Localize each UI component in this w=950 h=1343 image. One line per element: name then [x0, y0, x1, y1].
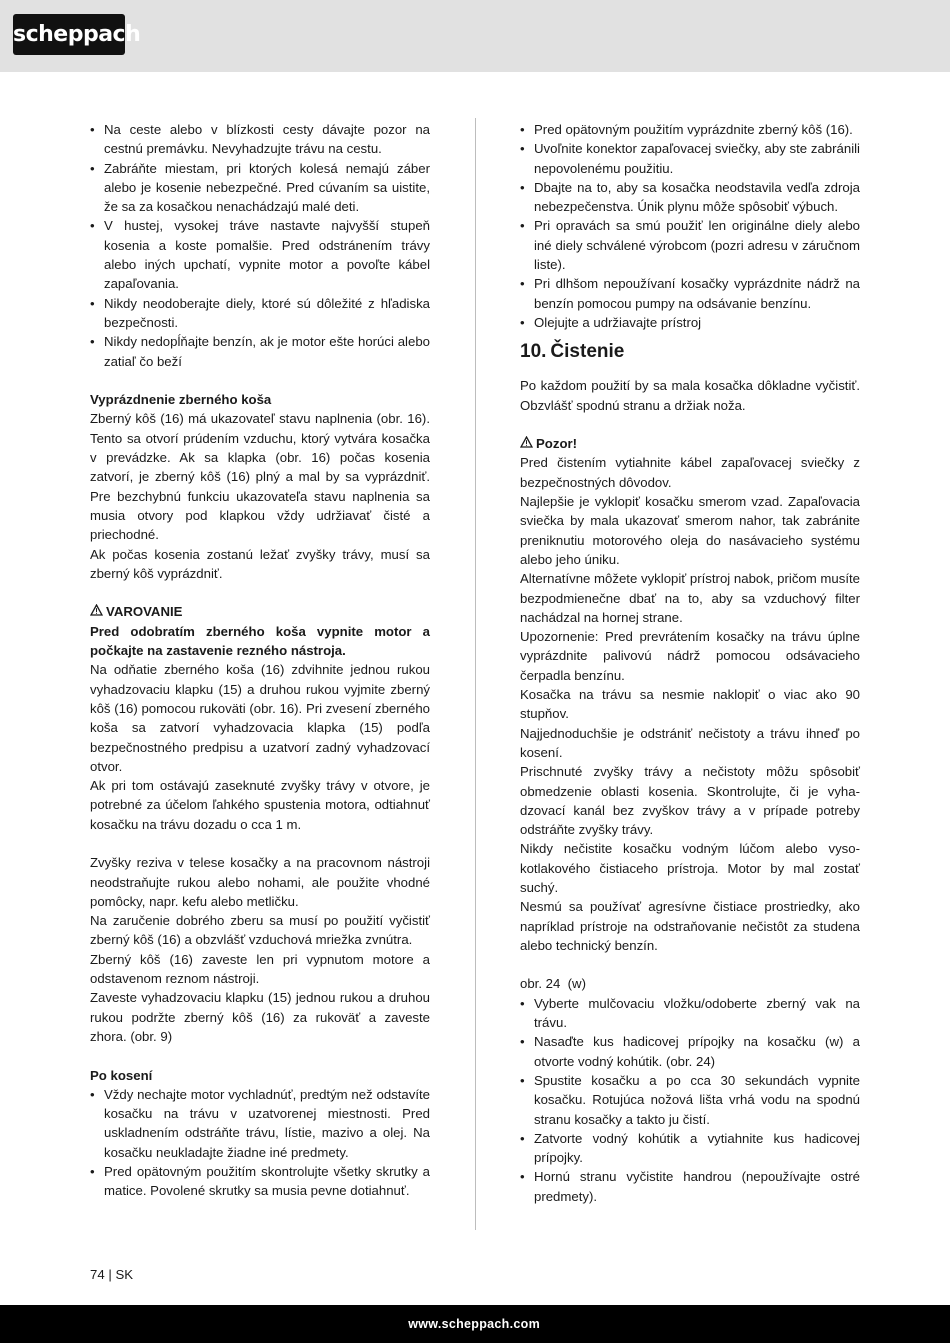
list-item: • Nikdy neodoberajte diely, ktoré sú dôležité z hľadiska bezpečnosti.	[90, 294, 430, 333]
paragraph: Najlepšie je vyklopiť kosačku smerom vzad. Zapaľovacia sviečka by mala ukazovať smerom nahor, tak zabránite preniknutiu motorového oleja do nasávacieho systému alebo jeho úniku.	[520, 494, 860, 567]
page-footer-label	[90, 1265, 133, 1284]
paragraph: Alternatívne môžete vyklopiť prístroj nabok, pričom musíte bezpodmienečne dbať na to, aby sa vzduchový filter nachádzal na hornej strane.	[520, 571, 860, 625]
list-item: • Uvoľnite konektor zapaľovacej sviečky, aby ste zabránili nepovolenému použitiu.	[520, 139, 860, 178]
page-header	[0, 0, 950, 72]
paragraph: Zaveste vyhadzovaciu klapku (15) jednou rukou a druhou rukou podržte zberný kôš (16) za rukoväť a zaveste zhora. (obr. 9)	[90, 990, 430, 1044]
warning-title: VAROVANIE	[106, 604, 183, 620]
warning-heading	[90, 602, 430, 621]
list-item: • Hornú stranu vyčistite handrou (nepoužívajte ostré predmety).	[520, 1167, 860, 1206]
subheading-after-mowing: Po kosení	[90, 1067, 153, 1083]
list-item: • Pri opravách sa smú použiť len originálne diely alebo iné diely schválené výrobcom (pozri adresu v záručnom liste).	[520, 216, 860, 274]
brand-logo: scheppach	[13, 14, 125, 55]
caution-title: Pozor!	[536, 436, 578, 452]
safety-bullet-list	[90, 120, 430, 371]
list-item: • Nasaďte kus hadicovej prípojky na kosačku (w) a otvorte vodný kohútik. (obr. 24)	[520, 1032, 860, 1071]
list-item: • Na ceste alebo v blízkosti cesty dávajte pozor na cestnú premávku. Nevyhadzujte trávu na cestu.	[90, 120, 430, 159]
list-item: • Vyberte mulčovaciu vložku/odoberte zberný vak na trávu.	[520, 994, 860, 1033]
paragraph: Na zaručenie dobrého zberu sa musí po použití vyčistiť zberný kôš (16) a obzvlášť vzduchová mriežka zvnútra.	[90, 913, 430, 948]
language-code: SK	[115, 1267, 134, 1282]
warning-triangle-icon	[90, 602, 106, 621]
paragraph: Zberný kôš (16) má ukazovateľ stavu naplnenia (obr. 16). Tento sa otvorí prúdením vzduchu, ktorý vytvára kosačka v prevádzke. Ak sa klapka (obr. 16) počas kosenia zatvorí, je zberný kôš (16) plný a mal by sa vyprázdniť. Pre bezchybnú funkciu ukazovateľa stavu naplnenia sa musia otvory pod klapkou vždy udržiavať čisté a priechodné.	[90, 411, 430, 543]
paragraph: Po každom použití by sa mala kosačka dôkladne vyčistiť. Obzvlášť spodnú stranu a držiak noža.	[520, 378, 860, 413]
right-column	[520, 120, 860, 1206]
column-divider	[475, 118, 476, 1230]
list-item: • Spustite kosačku a po cca 30 sekundách vypnite kosačku. Rotujúca nožová lišta vrhá vodu na spodnú stranu kosačky a takto ju čistí.	[520, 1071, 860, 1129]
paragraph: Najjednoduchšie je odstrániť nečistoty a trávu ihneď po kosení.	[520, 725, 860, 760]
cleaning-steps-list	[520, 994, 860, 1206]
list-item: • Pred opätovným použitím vyprázdnite zberný kôš (16).	[520, 120, 860, 139]
list-item: • Dbajte na to, aby sa kosačka neodstavila vedľa zdroja nebezpečenstva. Únik plynu môže spôsobiť výbuch.	[520, 178, 860, 217]
separator: |	[108, 1267, 112, 1282]
list-item: • Olejujte a udržiavajte prístroj	[520, 313, 860, 332]
paragraph: Prischnuté zvyšky trávy a nečistoty môžu spôsobiť obmedzenie oblasti kosenia. Skontrolujte, či je vyhadzovací kanál bez zvyškov trávy a v prípade potreby odstráňte zvyšky trávy.	[520, 764, 860, 838]
page-number: 74	[90, 1267, 105, 1282]
section-number: 10.	[520, 341, 547, 363]
paragraph: Nesmú sa používať agresívne čistiace prostriedky, ako napríklad prístroje na odstraňovanie nečistôt za studena alebo technický benzín.	[520, 899, 860, 953]
paragraph: Upozornenie: Pred prevrátením kosačky na trávu úplne vyprázdnite palivovú nádrž pomocou odsávacieho čerpadla benzínu.	[520, 629, 860, 683]
list-item: • Zatvorte vodný kohútik a vytiahnite kus hadicovej prípojky.	[520, 1129, 860, 1168]
paragraph: Kosačka na trávu sa nesmie naklopiť o viac ako 90 stupňov.	[520, 687, 860, 722]
paragraph: Na odňatie zberného koša (16) zdvihnite jednou rukou vyhadzovaciu klapku (15) a druhou rukou vyjmite zberný kôš (16) pomocou rukoväti (obr. 16). Pri zvesení zberného koša sa zatvorí vyhadzovacia klapka (15) podľa bezpečnostného predpisu a uzatvorí zadný vyhadzovací otvor.	[90, 662, 430, 774]
warning-bold-text: Pred odobratím zberného koša vypnite motor a počkajte na zastavenie rezného nástroja.	[90, 623, 430, 659]
left-column	[90, 120, 430, 1201]
subheading-empty-bag: Vyprázdnenie zberného koša	[90, 392, 272, 408]
list-item: • Zabráňte miestam, pri ktorých kolesá nemajú záber alebo je kosenie nebezpečné. Pred cúvaním sa uistite, že sa za kosačkou nenachádzajú malé deti.	[90, 159, 430, 217]
after-mowing-list	[90, 1085, 430, 1201]
list-item: • Nikdy nedopĺňajte benzín, ak je motor ešte horúci alebo zatiaľ čo beží	[90, 332, 430, 371]
paragraph: Pred čistením vytiahnite kábel zapaľovacej sviečky z bezpečnostných dôvodov.	[520, 455, 860, 490]
figure-reference: obr. 24 (w)	[520, 976, 586, 992]
footer-bar	[0, 1305, 950, 1343]
paragraph: Zberný kôš (16) zaveste len pri vypnutom motore a odstavenom reznom nástroji.	[90, 951, 430, 987]
paragraph: Ak počas kosenia zostanú ležať zvyšky trávy, musí sa zberný kôš vyprázdniť.	[90, 546, 430, 581]
paragraph: Zvyšky reziva v telese kosačky a na pracovnom nástroji neodstraňujte rukou alebo nohami, ale použite vhodné pomôcky, napr. kefu alebo metličku.	[90, 855, 430, 909]
warning-triangle-icon	[520, 434, 536, 453]
section-title: Čistenie	[550, 341, 625, 363]
website-link[interactable]: www.scheppach.com	[408, 1317, 540, 1331]
section-heading-cleaning	[520, 340, 860, 364]
paragraph: Ak pri tom ostávajú zaseknuté zvyšky trávy v otvore, je potrebné za účelom ľahkého spustenia motora, odtiahnuť kosačku na trávu dozadu o cca 1 m.	[90, 778, 430, 832]
maintenance-bullet-list	[520, 120, 860, 332]
list-item: • V hustej, vysokej tráve nastavte najvyšší stupeň kosenia a koste pomalšie. Pred odstránením trávy alebo iných upchatí, vypnite motor a povoľte kábel zapaľovania.	[90, 216, 430, 293]
paragraph: Nikdy nečistite kosačku vodným lúčom alebo vysokotlakového čistiaceho prístroja. Motor by mal zostať suchý.	[520, 841, 860, 895]
list-item: • Vždy nechajte motor vychladnúť, predtým než odstavíte kosačku na trávu v uzatvorenej miestnosti. Pred uskladnením odstráňte trávu, lístie, mazivo a olej. Na kosačku neukladajte žiadne iné predmety.	[90, 1085, 430, 1162]
list-item: • Pred opätovným použitím skontrolujte všetky skrutky a matice. Povolené skrutky sa musia pevne dotiahnuť.	[90, 1162, 430, 1201]
list-item: • Pri dlhšom nepoužívaní kosačky vyprázdnite nádrž na benzín pomocou pumpy na odsávanie benzínu.	[520, 274, 860, 313]
caution-heading	[520, 434, 860, 453]
